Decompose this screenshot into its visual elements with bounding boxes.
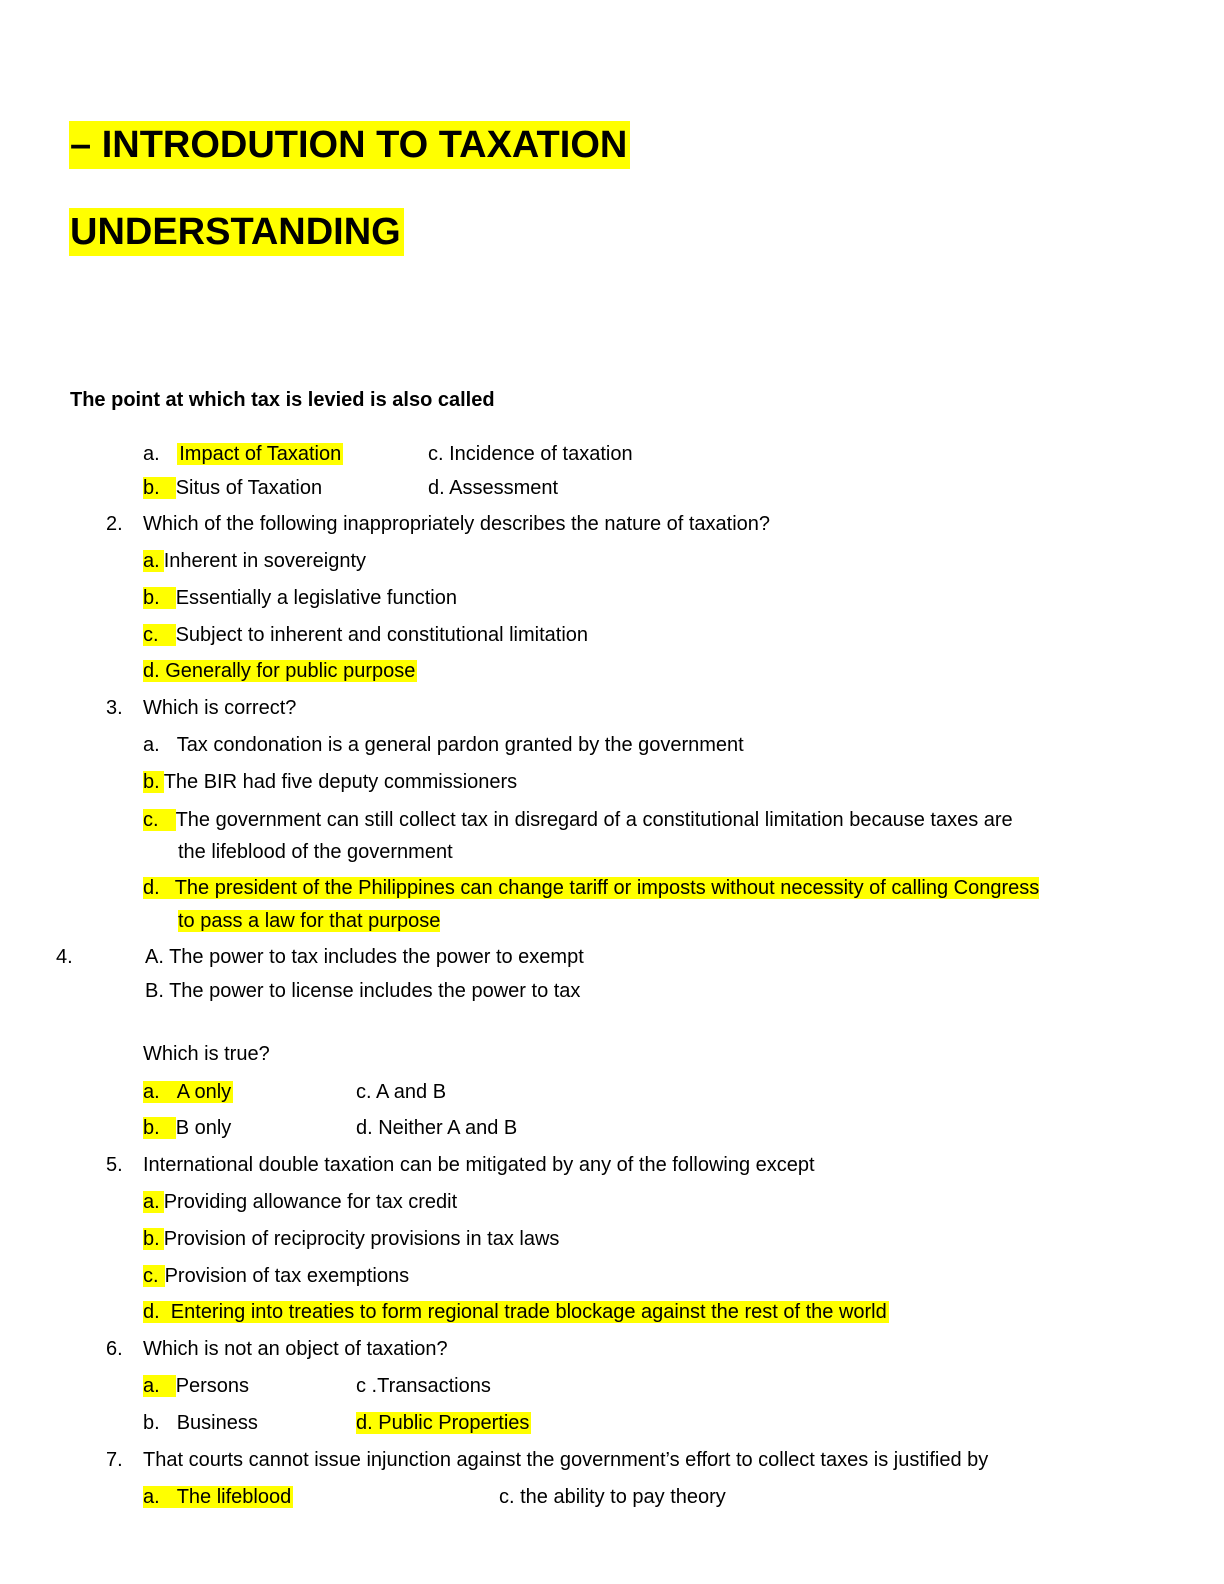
q5-option-d	[143, 1298, 889, 1326]
q4-statement-b: B. The power to license includes the power to tax	[145, 980, 581, 1002]
option-text: The BIR had five deputy commissioners	[163, 771, 518, 793]
question-6-text: Which is not an object of taxation?	[143, 1338, 448, 1360]
option-text: Provision of reciprocity provisions in tax laws	[163, 1228, 560, 1250]
q1-option-d: d. Assessment	[428, 477, 559, 499]
question-number: 2.	[106, 513, 123, 535]
option-text: d. Entering into treaties to form regional trade blockage against the rest of the world	[143, 1301, 887, 1323]
option-letter: a.	[143, 1191, 164, 1213]
option-letter: b.	[143, 1412, 160, 1434]
question-5-text: International double taxation can be mitigated by any of the following except	[143, 1154, 815, 1176]
question-1-text: The point at which tax is levied is also called	[70, 389, 495, 411]
option-letter: c.	[143, 624, 176, 646]
q3-option-b	[143, 768, 517, 796]
option-text: Persons	[175, 1375, 250, 1397]
option-text: Essentially a legislative function	[175, 587, 457, 609]
section-title: UNDERSTANDING	[69, 208, 404, 256]
q3-option-d	[143, 874, 1039, 902]
option-text: d. Generally for public purpose	[143, 660, 416, 682]
option-letter: c.	[143, 1265, 165, 1287]
question-number: 7.	[106, 1449, 123, 1471]
option-letter: a.	[143, 550, 164, 572]
q6-option-a	[143, 1372, 249, 1400]
question-7-text: That courts cannot issue injunction against the government’s effort to collect taxes is justified by	[143, 1449, 989, 1471]
option-text: to pass a law for that purpose	[178, 910, 441, 932]
option-letter: a.	[143, 1375, 176, 1397]
question-3-text: Which is correct?	[143, 697, 297, 719]
q1-option-c: c. Incidence of taxation	[428, 443, 633, 465]
option-letter: b.	[143, 477, 176, 499]
q7-option-a	[143, 1483, 293, 1511]
question-number: 5.	[106, 1154, 123, 1176]
option-text: Inherent in sovereignty	[163, 550, 367, 572]
q2-option-d	[143, 657, 417, 685]
option-letter: a.	[143, 443, 160, 465]
option-text: d. Public Properties	[356, 1412, 530, 1434]
option-letter: a.	[143, 734, 160, 756]
option-text: Tax condonation is a general pardon granted by the government	[176, 734, 744, 756]
q4-option-b	[143, 1114, 231, 1142]
option-text: A only	[176, 1081, 232, 1103]
q6-option-c: c .Transactions	[356, 1375, 491, 1397]
q3-option-c	[143, 806, 1013, 834]
option-letter: b.	[143, 771, 164, 793]
option-text: Impact of Taxation	[179, 443, 342, 465]
option-text: B only	[175, 1117, 232, 1139]
option-letter: a.	[143, 1081, 160, 1103]
option-letter: b.	[143, 1117, 176, 1139]
q2-option-b	[143, 584, 457, 612]
question-number: 6.	[106, 1338, 123, 1360]
question-2-text: Which of the following inappropriately describes the nature of taxation?	[143, 513, 771, 535]
option-letter: b.	[143, 1228, 164, 1250]
question-number: 3.	[106, 697, 123, 719]
q4-statement-a: A. The power to tax includes the power to exempt	[145, 946, 584, 968]
option-text: The government can still collect tax in disregard of a constitutional limitation because taxes are	[175, 809, 1013, 831]
q6-option-d	[356, 1409, 531, 1437]
q1-option-b	[143, 474, 322, 502]
q2-option-c	[143, 621, 588, 649]
option-letter: c.	[143, 809, 176, 831]
q6-option-b	[143, 1409, 258, 1437]
option-text: Provision of tax exemptions	[164, 1265, 410, 1287]
question-number: 4.	[56, 946, 73, 968]
q3-option-a	[143, 731, 744, 759]
option-text: The lifeblood	[176, 1486, 292, 1508]
option-letter: b.	[143, 587, 176, 609]
question-4-text: Which is true?	[143, 1043, 270, 1065]
option-letter: d.	[143, 877, 175, 899]
option-text: Subject to inherent and constitutional limitation	[175, 624, 589, 646]
q5-option-a	[143, 1188, 457, 1216]
option-text: Situs of Taxation	[175, 477, 323, 499]
q4-option-a	[143, 1078, 233, 1106]
q5-option-c	[143, 1262, 409, 1290]
option-letter: a.	[143, 1486, 160, 1508]
q4-option-c: c. A and B	[356, 1081, 447, 1103]
q2-option-a	[143, 547, 366, 575]
document-title: – INTRODUTION TO TAXATION	[69, 121, 630, 169]
option-text: Providing allowance for tax credit	[163, 1191, 458, 1213]
q3-option-d-continued	[178, 907, 440, 935]
q1-option-a	[143, 440, 343, 468]
option-text: Business	[176, 1412, 258, 1434]
q3-option-c-continued: the lifeblood of the government	[178, 841, 453, 863]
q7-option-c: c. the ability to pay theory	[499, 1486, 726, 1508]
q5-option-b	[143, 1225, 559, 1253]
q4-option-d: d. Neither A and B	[356, 1117, 518, 1139]
option-text: The president of the Philippines can change tariff or imposts without necessity of calling Congress	[174, 877, 1040, 899]
